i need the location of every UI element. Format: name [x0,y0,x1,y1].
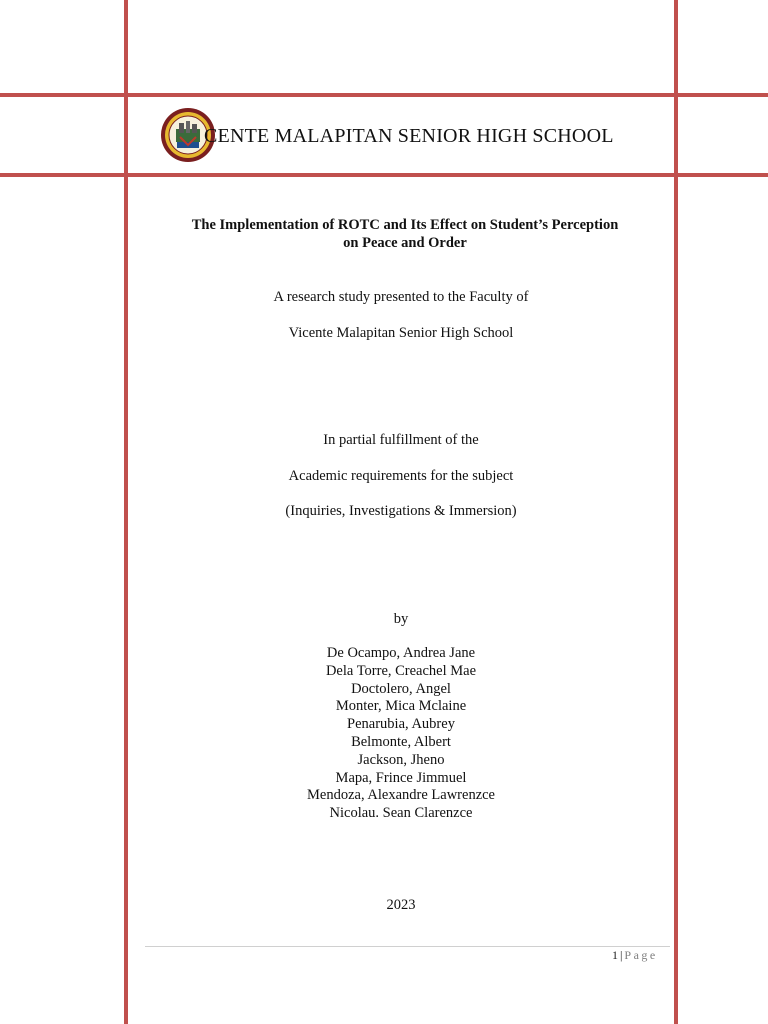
fulfillment-line-1: In partial fulfillment of the [323,432,479,448]
border-line-bottom [0,173,768,177]
author-name: Doctolero, Angel [351,680,451,697]
presentation-line-2: Vicente Malapitan Senior High School [288,325,514,341]
author-name: Monter, Mica Mclaine [335,698,467,715]
document-title [170,216,640,252]
border-line-top [0,93,768,97]
school-name: CENTE MALAPITAN SENIOR HIGH SCHOOL [204,124,614,147]
author-name: De Ocampo, Andrea Jane [326,645,476,661]
author-name: Jackson, Jheno [357,751,445,768]
byline: by [393,611,409,627]
author-list [128,645,674,823]
year: 2023 [386,897,416,913]
border-line-right [674,0,678,1024]
author-name: Penarubia, Aubrey [347,716,455,733]
author-name: Dela Torre, Creachel Mae [325,662,477,679]
author-name: Nicolau. Sean Clarenzce [329,805,473,822]
author-name: Mendoza, Alexandre Lawrenzce [307,787,495,804]
page-separator: | [620,948,623,962]
fulfillment-line-2: Academic requirements for the subject [288,468,514,484]
footer-divider [145,946,670,947]
author-name: Belmonte, Albert [351,733,451,750]
author-name: Mapa, Frince Jimmuel [335,769,467,786]
page-label: Page [624,948,658,962]
fulfillment-line-3: (Inquiries, Investigations & Immersion) [285,503,517,519]
school-header [160,106,614,164]
title-line-1: The Implementation of ROTC and Its Effect on Student’s Perception [191,217,619,233]
page-number [612,948,658,963]
page-number-value: 1 [612,948,618,962]
presentation-line-1: A research study presented to the Faculty of [273,289,529,305]
title-line-2: on Peace and Order [343,235,467,251]
